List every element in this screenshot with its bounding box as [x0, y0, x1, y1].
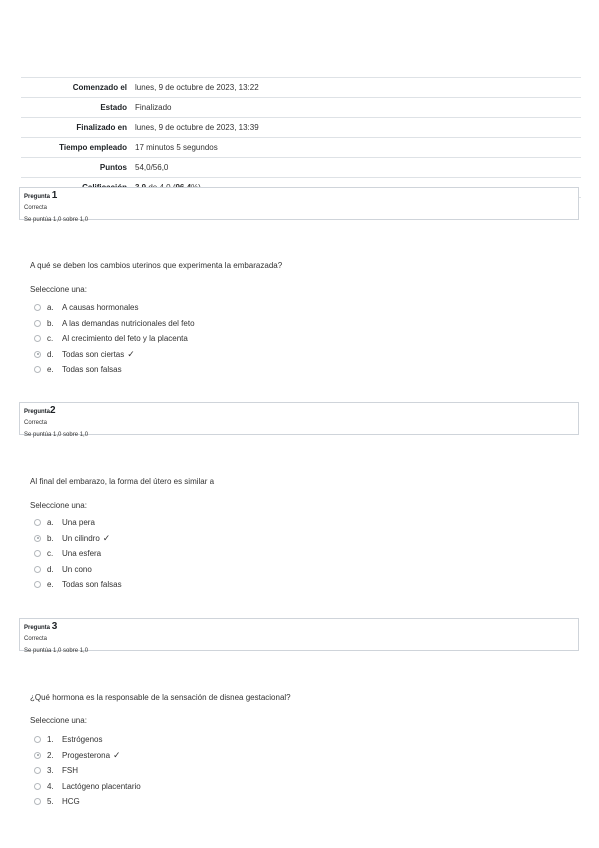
summary-label: Finalizado en [21, 118, 131, 138]
radio-icon[interactable] [34, 581, 41, 588]
summary-value: lunes, 9 de octubre de 2023, 13:39 [131, 118, 581, 138]
radio-icon[interactable] [34, 566, 41, 573]
question-number: Pregunta 3 [24, 621, 58, 632]
summary-row [21, 118, 581, 138]
select-prompt: Seleccione una: [30, 716, 87, 725]
answer-option[interactable]: 5. HCG [34, 794, 141, 810]
answer-option[interactable]: c. Una esfera [34, 546, 122, 562]
answer-option[interactable]: d. Un cono [34, 562, 122, 578]
answer-option-selected[interactable]: 2. Progesterona ✓ [34, 748, 141, 764]
answer-list [34, 515, 122, 593]
answer-option[interactable]: 1. Estrógenos [34, 732, 141, 748]
answer-option[interactable]: 3. FSH [34, 763, 141, 779]
radio-icon[interactable] [34, 550, 41, 557]
question-grade: Se puntúa 1,0 sobre 1,0 [24, 217, 89, 223]
radio-icon[interactable] [34, 783, 41, 790]
select-prompt: Seleccione una: [30, 285, 87, 294]
summary-row [21, 138, 581, 158]
check-icon: ✓ [102, 532, 111, 543]
radio-icon[interactable] [34, 535, 41, 542]
question-number: Pregunta 1 [24, 190, 58, 201]
summary-value: 17 minutos 5 segundos [131, 138, 581, 158]
radio-icon[interactable] [34, 736, 41, 743]
radio-icon[interactable] [34, 519, 41, 526]
question-info-1 [19, 187, 579, 223]
answer-option[interactable]: 4. Lactógeno placentario [34, 779, 141, 795]
summary-value: Finalizado [131, 98, 581, 118]
select-prompt: Seleccione una: [30, 501, 87, 510]
radio-icon[interactable] [34, 752, 41, 759]
answer-option[interactable]: a. Una pera [34, 515, 122, 531]
radio-icon[interactable] [34, 798, 41, 805]
radio-icon[interactable] [34, 304, 41, 311]
answer-list [34, 732, 141, 810]
summary-row [21, 78, 581, 98]
check-icon: ✓ [113, 749, 121, 760]
question-state: Correcta [24, 420, 48, 426]
question-grade: Se puntúa 1,0 sobre 1,0 [24, 432, 89, 438]
radio-icon[interactable] [34, 335, 41, 342]
answer-option[interactable]: b. A las demandas nutricionales del feto [34, 316, 195, 332]
radio-icon[interactable] [34, 351, 41, 358]
answer-option-selected[interactable]: d. Todas son ciertas ✓ [34, 347, 195, 363]
summary-row [21, 158, 581, 178]
question-info-2 [19, 402, 579, 438]
summary-label: Estado [21, 98, 131, 118]
summary-label: Tiempo empleado [21, 138, 131, 158]
summary-label: Comenzado el [21, 78, 131, 98]
question-text: Al final del embarazo, la forma del útero es similar a [30, 477, 215, 486]
radio-icon[interactable] [34, 366, 41, 373]
question-text: A qué se deben los cambios uterinos que experimenta la embarazada? [30, 261, 283, 270]
answer-option[interactable]: a. A causas hormonales [34, 300, 195, 316]
question-state: Correcta [24, 205, 48, 211]
answer-list [34, 300, 195, 378]
attempt-summary-table [21, 77, 581, 198]
answer-option[interactable]: e. Todas son falsas [34, 362, 195, 378]
summary-value: lunes, 9 de octubre de 2023, 13:22 [131, 78, 581, 98]
summary-row [21, 98, 581, 118]
question-text: ¿Qué hormona es la responsable de la sensación de disnea gestacional? [30, 693, 291, 702]
answer-option[interactable]: e. Todas son falsas [34, 577, 122, 593]
radio-icon[interactable] [34, 767, 41, 774]
question-info-3 [19, 618, 579, 654]
question-number: Pregunta2 [24, 405, 56, 416]
answer-option-selected[interactable]: b. Un cilindro ✓ [34, 531, 122, 547]
check-icon: ✓ [127, 348, 135, 359]
radio-icon[interactable] [34, 320, 41, 327]
question-grade: Se puntúa 1,0 sobre 1,0 [24, 648, 89, 654]
summary-value: 54,0/56,0 [131, 158, 581, 178]
answer-option[interactable]: c. Al crecimiento del feto y la placenta [34, 331, 195, 347]
summary-label: Puntos [21, 158, 131, 178]
question-state: Correcta [24, 636, 48, 642]
